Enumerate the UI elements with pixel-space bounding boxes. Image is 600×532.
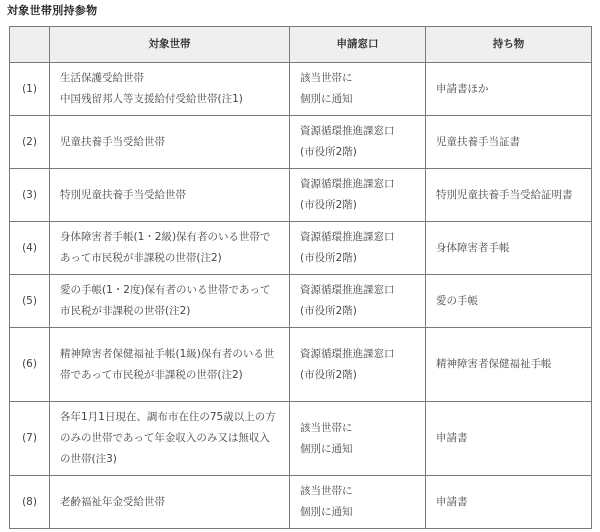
target-household-cell <box>50 275 290 328</box>
items-cell: 特別児童扶養手当受給証明書 <box>426 169 592 222</box>
table-row <box>10 169 592 222</box>
row-number: (6) <box>10 328 50 402</box>
window-line: 該当世帯に <box>300 72 353 84</box>
header-target-household: 対象世帯 <box>50 27 290 63</box>
target-household-line: 各年1月1日現在、調布市在住の75歳以上の方のみの世帯であって年金収入のみ又は無収入の世帯(注3) <box>60 411 276 465</box>
application-window-cell <box>290 222 426 275</box>
application-window-cell <box>290 275 426 328</box>
page-title: 対象世帯別持参物 <box>7 4 98 17</box>
target-household-line: 中国残留邦人等支援給付受給世帯(注1) <box>60 93 243 105</box>
target-household-line: 生活保護受給世帯 <box>60 72 144 84</box>
application-window-cell <box>290 169 426 222</box>
header-application-window: 申請窓口 <box>290 27 426 63</box>
table-header-row <box>10 27 592 63</box>
window-line: (市役所2階) <box>300 368 357 381</box>
items-cell: 児童扶養手当証書 <box>426 116 592 169</box>
items-cell: 精神障害者保健福祉手帳 <box>426 328 592 402</box>
application-window-cell <box>290 402 426 476</box>
target-household-cell <box>50 116 290 169</box>
items-cell: 申請書 <box>426 476 592 529</box>
table-row <box>10 222 592 275</box>
window-line: 該当世帯に <box>300 421 353 434</box>
window-line: 個別に通知 <box>300 442 353 455</box>
header-number <box>10 27 50 63</box>
row-number: (2) <box>10 116 50 169</box>
target-household-cell <box>50 63 290 116</box>
row-number: (1) <box>10 63 50 116</box>
row-number: (8) <box>10 476 50 529</box>
row-number: (4) <box>10 222 50 275</box>
target-household-line: 児童扶養手当受給世帯 <box>60 135 165 148</box>
row-number: (5) <box>10 275 50 328</box>
table-row <box>10 402 592 476</box>
window-line: (市役所2階) <box>300 252 357 264</box>
table-row <box>10 116 592 169</box>
items-cell: 申請書ほか <box>426 63 592 116</box>
window-line: 資源循環推進課窓口 <box>300 231 395 243</box>
target-household-cell <box>50 169 290 222</box>
target-household-cell <box>50 476 290 529</box>
row-number: (7) <box>10 402 50 476</box>
target-household-line: 特別児童扶養手当受給世帯 <box>60 188 186 201</box>
application-window-cell <box>290 476 426 529</box>
window-line: 資源循環推進課窓口 <box>300 284 395 296</box>
items-cell: 愛の手帳 <box>426 275 592 328</box>
table-row <box>10 63 592 116</box>
eligible-households-table <box>9 26 592 529</box>
target-household-line: 老齢福祉年金受給世帯 <box>60 495 165 508</box>
target-household-cell <box>50 328 290 402</box>
window-line: 個別に通知 <box>300 506 353 518</box>
items-cell: 身体障害者手帳 <box>426 222 592 275</box>
window-line: (市役所2階) <box>300 146 357 158</box>
window-line: 資源循環推進課窓口 <box>300 125 395 137</box>
target-household-cell <box>50 222 290 275</box>
window-line: (市役所2階) <box>300 305 357 317</box>
table-row <box>10 275 592 328</box>
table-row <box>10 328 592 402</box>
window-line: 資源循環推進課窓口 <box>300 178 395 190</box>
target-household-line: 愛の手帳(1・2度)保有者のいる世帯であって市民税が非課税の世帯(注2) <box>60 284 271 317</box>
window-line: 資源循環推進課窓口 <box>300 347 395 360</box>
target-household-line: 身体障害者手帳(1・2級)保有者のいる世帯であって市民税が非課税の世帯(注2) <box>60 231 271 264</box>
window-line: 該当世帯に <box>300 485 353 497</box>
target-household-cell <box>50 402 290 476</box>
items-cell: 申請書 <box>426 402 592 476</box>
application-window-cell <box>290 116 426 169</box>
application-window-cell <box>290 63 426 116</box>
header-items-to-bring: 持ち物 <box>426 27 592 63</box>
window-line: (市役所2階) <box>300 199 357 211</box>
application-window-cell <box>290 328 426 402</box>
window-line: 個別に通知 <box>300 93 353 105</box>
table-row <box>10 476 592 529</box>
row-number: (3) <box>10 169 50 222</box>
target-household-line: 精神障害者保健福祉手帳(1級)保有者のいる世帯であって市民税が非課税の世帯(注2) <box>60 347 275 381</box>
